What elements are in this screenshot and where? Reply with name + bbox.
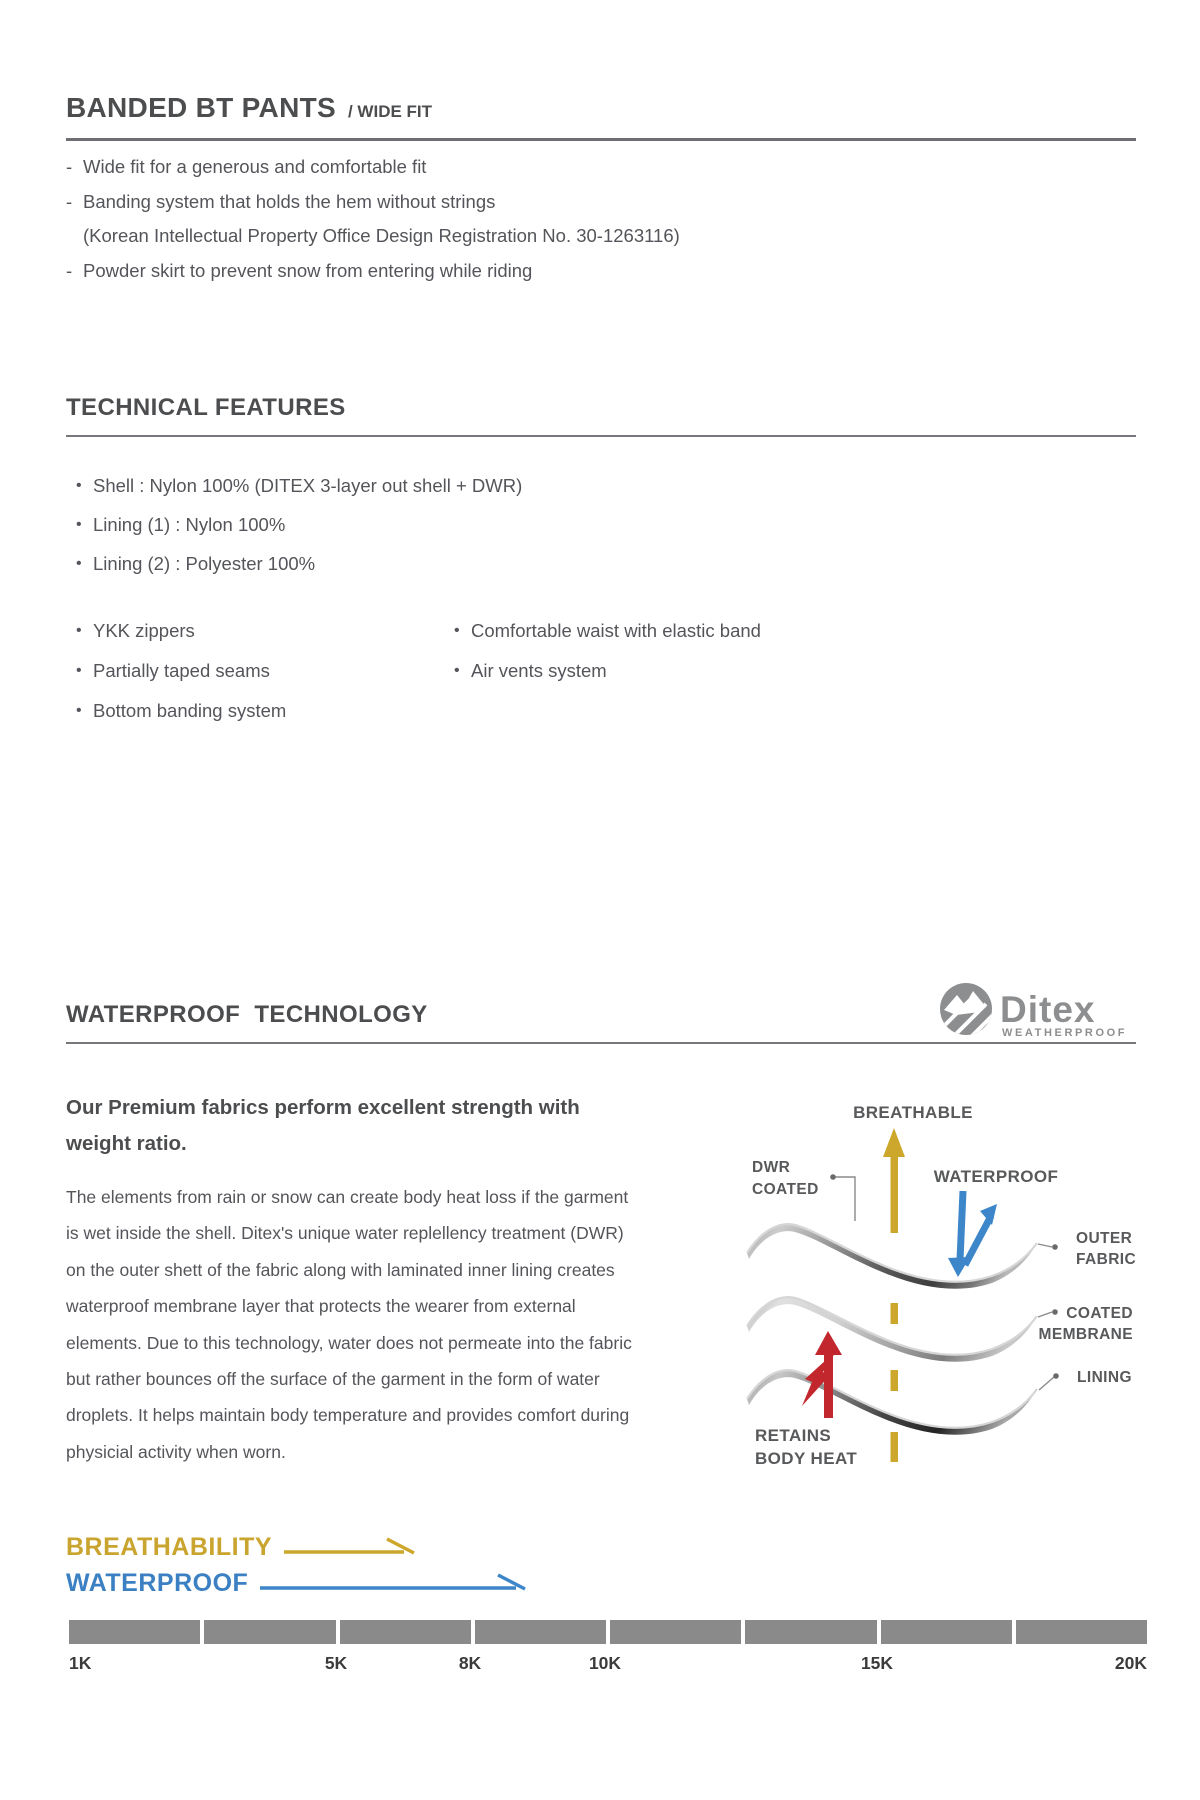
scale-tick-label: 10K [588,1653,622,1673]
waterproof-technology-heading: WATERPROOF TECHNOLOGY [66,1001,428,1028]
scale-tick-label: 1K [69,1653,92,1673]
bullet-dash: - [66,259,73,281]
outer-fabric-label: OUTER [1076,1230,1133,1247]
scale-tick-label: 8K [458,1653,482,1673]
retains-body-heat-label: RETAINS [755,1426,832,1445]
feature-item: • Comfortable waist with elastic band [444,611,761,651]
feature-item: • Partially taped seams [66,651,444,691]
waterproof-technology-section [66,989,1136,1044]
feature-column-right [444,611,761,731]
dwr-coated-label: DWR [752,1159,791,1176]
description-text: Wide fit for a generous and comfortable fit [83,156,427,177]
scale-segment [610,1620,741,1644]
dwr-coated-label: COATED [752,1181,819,1198]
scale-segment [745,1620,876,1644]
technical-features-section [66,394,1136,437]
description-text: Powder skirt to prevent snow from entering while riding [83,259,533,281]
waterproof-body: The elements from rain or snow can create body heat loss if the garment is wet inside the shell. Ditex's unique water replellency treatment (DWR) on the outer shett of the fabric along with laminated inner lining creates waterproof membrane layer that protects the wearer from external elements. Due to this technology, water does not permeate into the fabric but rather bounces off the surface of the garment in the form of water droplets. It helps maintain body temperature and provides comfort during physicial activity when worn. [66,1187,632,1462]
feature-columns [66,611,761,731]
coated-membrane-label: COATED [1066,1305,1133,1322]
feature-item: • Bottom banding system [66,691,444,731]
waterproof-label: WATERPROOF [933,1167,1059,1186]
material-item: • Lining (1) : Nylon 100% [66,505,522,544]
lining-label: LINING [1077,1369,1132,1386]
rating-scale [69,1620,1147,1677]
outer-fabric-label: FABRIC [1076,1251,1137,1268]
fabric-layer-outer [747,1224,1037,1289]
description-text: Banding system that holds the hem without strings [83,190,496,212]
bullet-dash: - [66,190,73,212]
body-heat-arrows [802,1331,842,1418]
coated-membrane-label: MEMBRANE [1038,1326,1133,1343]
ditex-logo [940,982,1136,1038]
description-item [66,185,680,220]
waterproof-arrows [948,1191,997,1277]
breathable-label: BREATHABLE [853,1103,973,1122]
rating-bar [69,1620,1147,1644]
description-text: (Korean Intellectual Property Office Design Registration No. 30-1263116) [83,225,680,246]
scale-segment [204,1620,335,1644]
material-item: • Shell : Nylon 100% (DITEX 3-layer out shell + DWR) [66,466,522,505]
description-list [66,150,680,288]
feature-item: • YKK zippers [66,611,444,651]
description-item [66,150,680,185]
feature-column-left [66,611,444,731]
scale-labels [69,1653,1147,1677]
product-title: BANDED BT PANTS [66,92,336,123]
scale-tick-label: 20K [1114,1653,1147,1673]
bullet-dash: - [66,156,73,177]
waterproof-lead: Our Premium fabrics perform excellent strength with weight ratio. [66,1096,580,1155]
materials-list [66,466,522,583]
scale-segment [475,1620,606,1644]
material-item: • Lining (2) : Polyester 100% [66,544,522,583]
brand-tagline: WEATHERPROOF [1002,1027,1128,1038]
fit-label: / WIDE FIT [347,102,433,121]
breathability-row [66,1533,442,1562]
description-item [66,219,680,254]
waterproof-rating-label: WATERPROOF [66,1569,249,1597]
scale-segment [881,1620,1012,1644]
waterproof-copy [66,1090,638,1470]
scale-tick-label: 5K [324,1653,348,1673]
description-item [66,254,680,289]
scale-segment [69,1620,200,1644]
product-title-section [66,92,1136,141]
scale-segment [340,1620,471,1644]
fabric-layers-diagram [700,1050,1200,1550]
technical-features-heading: TECHNICAL FEATURES [66,394,346,421]
feature-item: • Air vents system [444,651,761,691]
scale-segment [1016,1620,1147,1644]
breathability-arrow [282,1535,442,1561]
scale-tick-label: 15K [860,1653,894,1673]
ditex-logo-mark [940,983,994,1038]
leader-dots [830,1174,1059,1379]
waterproof-row [66,1569,558,1598]
breathability-label: BREATHABILITY [66,1533,273,1561]
brand-name: Ditex [1000,989,1096,1030]
waterproof-arrow [258,1571,558,1597]
retains-body-heat-label: BODY HEAT [755,1449,858,1468]
